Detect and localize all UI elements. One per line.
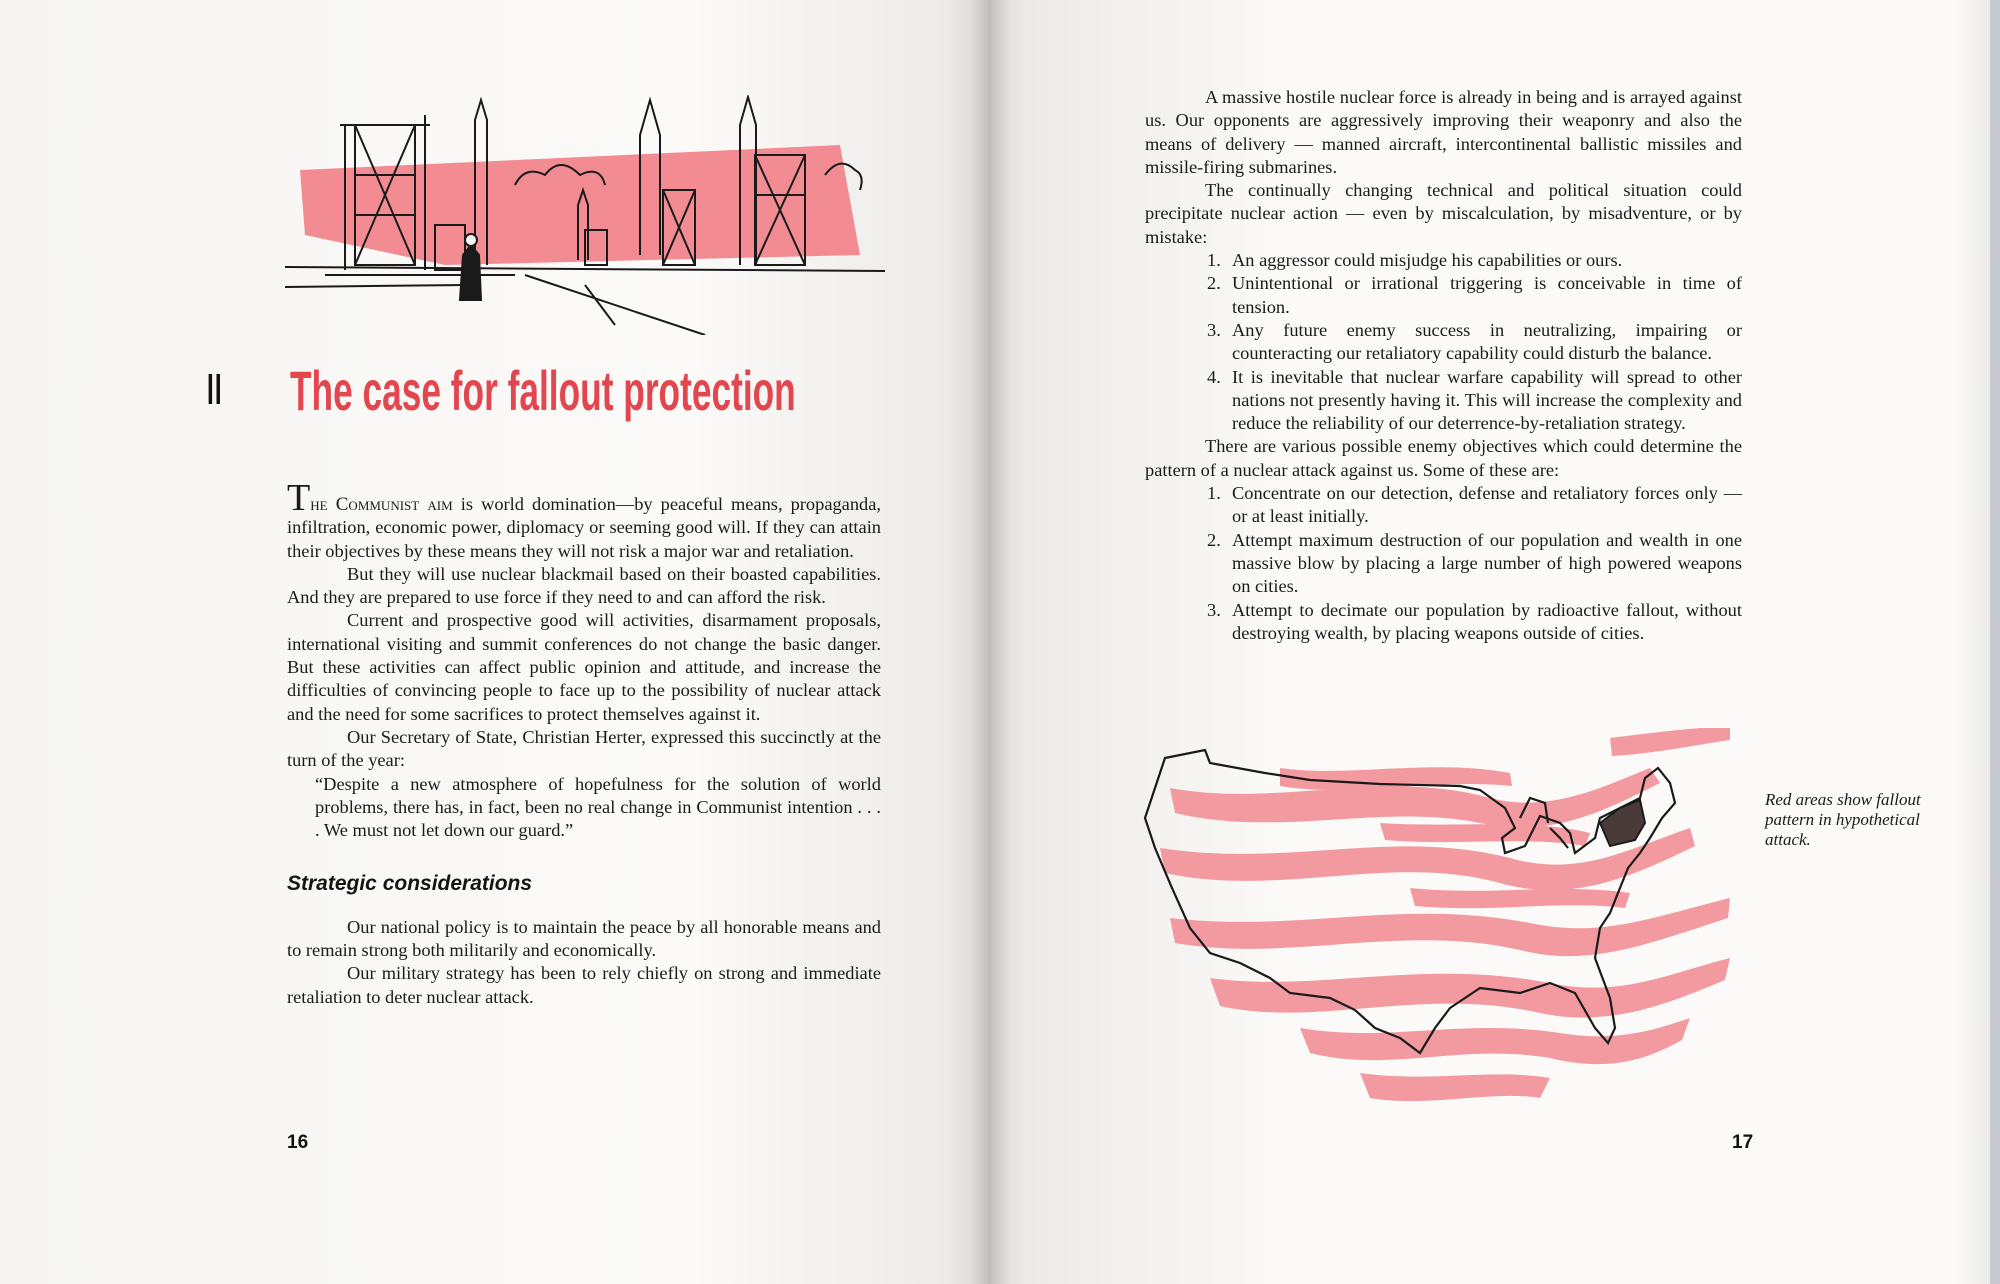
list-text: It is inevitable that nuclear warfare capability will spread to other nations not presently having it. This will increase the complexity and reduce the reliability of our deterrence-by-retaliation strategy. — [1232, 366, 1742, 434]
body-paragraph: But they will use nuclear blackmail based on their boasted capabilities. And they are prepared to use force if they need to and can afford the risk. — [287, 563, 881, 608]
intro-smallcaps: he Communist aim — [310, 494, 453, 515]
list-number: 2. — [1207, 273, 1221, 294]
list-number: 2. — [1207, 529, 1221, 550]
us-fallout-map — [1130, 728, 1760, 1128]
list-text: Concentrate on our detection, defense and retaliatory forces only — or at least initially. — [1232, 483, 1742, 527]
list-text: An aggressor could misjudge his capabilities or ours. — [1232, 250, 1623, 271]
subheading: Strategic considerations — [287, 872, 533, 896]
map-caption: Red areas show fallout pattern in hypothetical attack. — [1765, 790, 1921, 849]
list-number: 3. — [1207, 319, 1221, 340]
chapter-number: II — [207, 365, 223, 414]
list-text: Attempt to decimate our population by radioactive fallout, without destroying wealth, by placing weapons outside of cities. — [1232, 599, 1742, 643]
body-paragraph: There are various possible enemy objectives which could determine the pattern of a nuclear attack against us. Some of these are: — [1145, 436, 1742, 480]
list-item — [1145, 319, 1742, 366]
body-paragraph: Our Secretary of State, Christian Herter, expressed this succinctly at the turn of the year: — [287, 726, 881, 771]
herter-quote — [287, 773, 881, 843]
list-item — [1145, 272, 1742, 319]
list-number: 1. — [1207, 483, 1221, 504]
drop-cap: T — [287, 477, 311, 519]
right-page — [985, 0, 1995, 1284]
list-item — [1145, 599, 1742, 646]
page-number-right: 17 — [1732, 1132, 1754, 1153]
missile-launch-site-illustration — [285, 95, 890, 335]
list-number: 3. — [1207, 599, 1221, 620]
list-text: Unintentional or irrational triggering is conceivable in time of tension. — [1232, 273, 1742, 317]
body-paragraph: Our military strategy has been to rely chiefly on strong and immediate retaliation to deter nuclear attack. — [287, 963, 881, 1007]
body-paragraph: Current and prospective good will activities, disarmament proposals, international visiting and summit conferences do not change the basic danger. But these activities can affect public opinion and attitude, and increase the difficulties of convincing people to face up to the possibility of nuclear attack and the need for some sacrifices to protect themselves against it. — [287, 610, 881, 724]
page-number-left: 16 — [287, 1132, 309, 1153]
list-item — [1145, 482, 1742, 529]
body-paragraph: A massive hostile nuclear force is already in being and is arrayed against us. Our opponents are aggressively improving their weaponry and also the means of delivery — manned aircraft, intercontinental ballistic missiles and missile-firing submarines. — [1145, 87, 1742, 177]
book-gutter-shadow — [970, 0, 1010, 1284]
intro-rest: is world domination—by peaceful means, propaganda, infiltration, economic power, diplomacy or seeming good will. If they can attain their objectives by these means they will not risk a major war and retaliation. — [287, 494, 881, 561]
list-item — [1145, 529, 1742, 599]
chapter-title: The case for fallout protection — [290, 359, 796, 422]
list-text: Any future enemy success in neutralizing, impairing or counteracting our retaliatory capability could disturb the balance. — [1232, 319, 1742, 364]
list-number: 4. — [1207, 366, 1221, 387]
list-number: 1. — [1207, 250, 1221, 271]
body-paragraph: Our national policy is to maintain the peace by all honorable means and to remain strong both militarily and economically. — [287, 916, 881, 961]
left-page — [0, 0, 985, 1284]
risk-list — [1145, 249, 1742, 435]
objectives-list — [1145, 482, 1742, 645]
list-text: Attempt maximum destruction of our population and wealth in one massive blow by placing a large number of high powered weapons on cities. — [1232, 529, 1742, 597]
left-column-text — [287, 477, 881, 1009]
list-item — [1145, 366, 1742, 436]
intro-paragraph — [287, 477, 881, 563]
right-column-text — [1145, 86, 1742, 645]
scanner-edge — [1990, 0, 2000, 1284]
quote-text: “Despite a new atmosphere of hopefulness for the solution of world problems, there has, in fact, been no real change in Communist intention . . . . We must not let down our guard.” — [315, 773, 881, 841]
body-paragraph: The continually changing technical and political situation could precipitate nuclear action — even by miscalculation, by misadventure, or by mistake: — [1145, 180, 1742, 247]
list-item — [1145, 249, 1742, 272]
